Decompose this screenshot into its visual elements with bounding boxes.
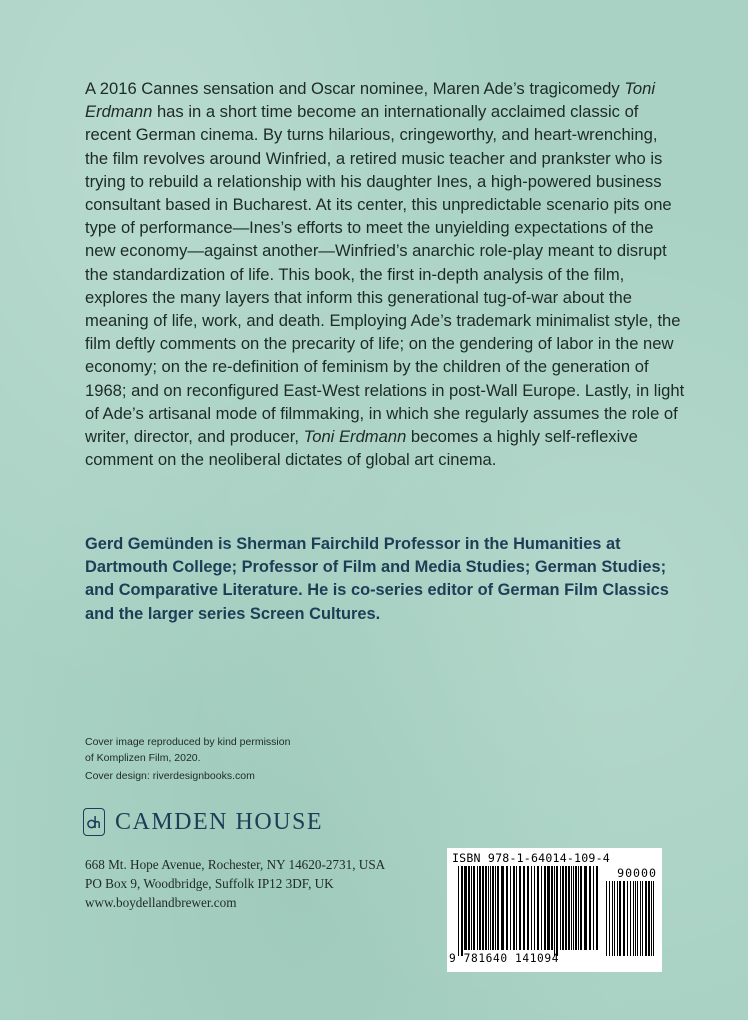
barcode-bar [458, 866, 459, 956]
barcode-bar [516, 866, 517, 950]
barcode-bar [648, 881, 650, 956]
publisher-logo [83, 808, 323, 836]
barcode-bar [653, 881, 654, 956]
barcode-bar [492, 866, 494, 950]
barcode-bar [573, 866, 574, 950]
address-line: PO Box 9, Woodbridge, Suffolk IP12 3DF, UK [85, 876, 334, 891]
barcode-bar [580, 866, 582, 950]
cover-design-credit: Cover design: riverdesignbooks.com [85, 770, 255, 782]
barcode-bar [640, 881, 641, 956]
barcode-bar [633, 881, 634, 956]
cover-credits [85, 734, 385, 784]
author-bio: Gerd Gemünden is Sherman Fairchild Professor in the Humanities at Dartmouth College; Professor of Film and Media Studies; German Studies; and Comparative Literature. He is co-series editor of German Film Classics and the larger series Screen Cultures. [85, 535, 669, 623]
barcode-bar [488, 866, 489, 950]
film-title-italic: Toni Erdmann [303, 427, 407, 447]
barcode-bar [614, 881, 615, 956]
ean-barcode-bars [457, 866, 601, 956]
isbn-number: ISBN 978-1-64014-109-4 [452, 851, 610, 865]
barcode-bar [468, 866, 470, 950]
barcode-bar [565, 866, 567, 950]
barcode-bar [501, 866, 504, 950]
barcode-bar [485, 866, 487, 950]
barcode-bar [490, 866, 491, 950]
barcode-bar [471, 866, 472, 950]
barcode-bar [635, 881, 636, 956]
barcode-bar [506, 866, 508, 950]
barcode-bar [637, 881, 638, 956]
price-code: 90000 [617, 866, 657, 880]
description-part-1: A 2016 Cannes sensation and Oscar nominee, Maren Ade’s tragicomedy [85, 79, 625, 98]
barcode-bar [627, 881, 628, 956]
addon-barcode-bars [605, 881, 657, 956]
camden-house-emblem-icon [83, 808, 105, 836]
barcode-bar [612, 881, 613, 956]
barcode-bar [645, 881, 647, 956]
barcode-bar [617, 881, 618, 956]
barcode-bar [578, 866, 579, 950]
book-description [85, 77, 685, 471]
barcode-bar [527, 866, 529, 950]
barcode-bar [571, 866, 572, 950]
film-title-italic: Toni Erdmann [85, 79, 656, 122]
barcode-bar [554, 866, 555, 956]
publisher-name: CAMDEN HOUSE [115, 808, 324, 835]
barcode-bar [479, 866, 481, 950]
barcode-bar [562, 866, 564, 950]
barcode-bar [609, 881, 610, 956]
barcode-bar [541, 866, 542, 950]
barcode-bar [461, 866, 463, 956]
barcode-bar [497, 866, 499, 950]
barcode-bar [464, 866, 467, 950]
barcode-bar [510, 866, 511, 950]
barcode-bar [575, 866, 577, 950]
barcode-bar [623, 881, 625, 956]
barcode-bar [477, 866, 478, 950]
barcode-bar [560, 866, 561, 950]
barcode-bar [596, 866, 598, 950]
barcode-bar [619, 881, 621, 956]
barcode-bar [473, 866, 475, 950]
barcode-bar [593, 866, 594, 950]
barcode-bar [495, 866, 496, 950]
isbn-barcode [447, 848, 662, 972]
barcode-bar [556, 866, 558, 956]
barcode-bar [651, 881, 652, 956]
ean-digits: 9 781640 141094 [449, 952, 560, 965]
barcode-bar [584, 866, 587, 950]
barcode-bar [482, 866, 484, 950]
barcode-bar [547, 866, 550, 950]
description-part-2: has in a short time become an internationally acclaimed classic of recent German cinema. By turns hilarious, cringeworthy, and heart-wrenching, the film revolves around Winfried, a retired music teacher and prankster who is trying to rebuild a relationship with his daughter Ines, a high-powered business consultant based in Bucharest. At its center, this unpredictable scenario pits one type of performance—Ines’s efforts to meet the unyielding expectations of the new economy—against another—Winfried’s anarchic role-play meant to disrupt the standardization of life. This book, the first in-depth analysis of the film, explores the many layers that inform this generational tug-of-war about the meaning of life, work, and death. Employing Ade’s trademark minimalist style, the film deftly comments on the precarity of life; on the gendering of labor in the new economy; on the re-definition of feminism by the children of the generation of 1968; and on reconfigured East-West relations in post-Wall Europe. Lastly, in light of Ade’s artisanal mode of filmmaking, in which she regularly assumes the role of writer, director, and producer, [85, 102, 685, 447]
barcode-bar [531, 866, 532, 950]
barcode-bar [551, 866, 553, 950]
barcode-bar [534, 866, 535, 950]
description-part-3: becomes a highly self-reflexive comment on the neoliberal dictates of global art cinema. [85, 427, 638, 470]
address-line: 668 Mt. Hope Avenue, Rochester, NY 14620-2731, USA [85, 857, 386, 872]
credit-line: of Komplizen Film, 2020. [85, 752, 201, 764]
barcode-bar [537, 866, 539, 950]
barcode-bar [513, 866, 515, 950]
barcode-bar [606, 881, 607, 956]
credit-line: Cover image reproduced by kind permission [85, 736, 291, 748]
publisher-address [85, 855, 385, 912]
barcode-bar [523, 866, 525, 950]
barcode-bar [630, 881, 631, 956]
barcode-bar [544, 866, 546, 950]
barcode-bar [568, 866, 570, 950]
barcode-bar [589, 866, 591, 950]
publisher-website: www.boydellandbrewer.com [85, 895, 237, 910]
barcode-bar [519, 866, 521, 950]
barcode-bar [642, 881, 643, 956]
